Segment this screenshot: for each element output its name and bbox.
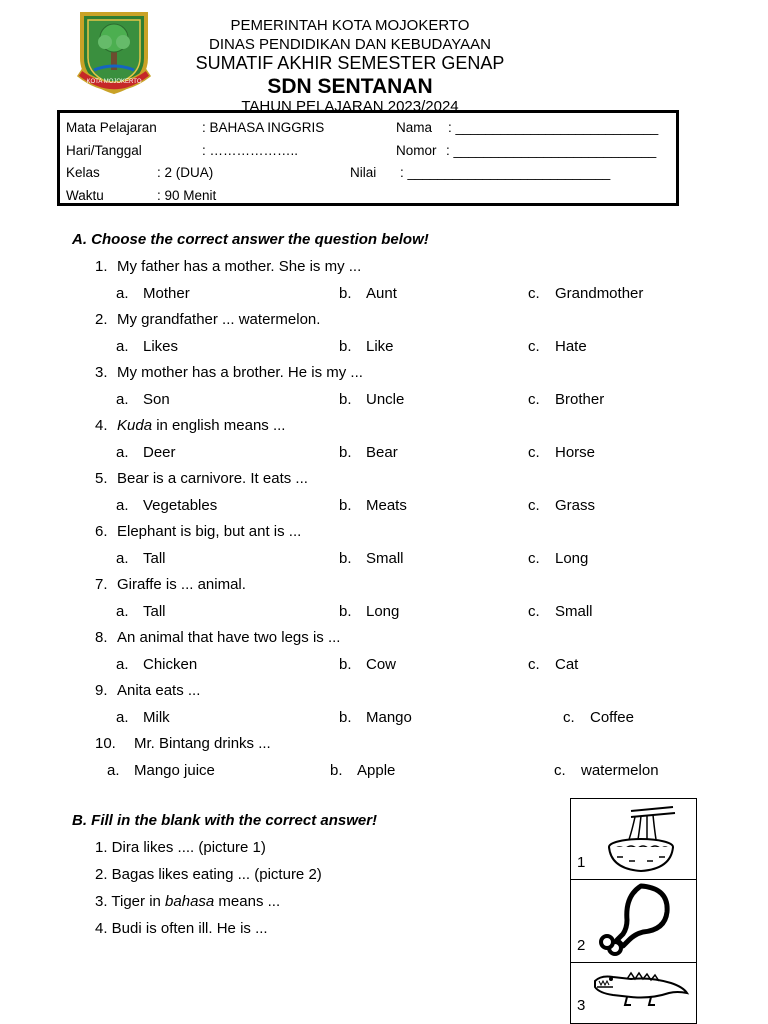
option-text: Grandmother — [555, 285, 644, 302]
option-letter: b. — [339, 550, 352, 567]
fill-item-2: 2. Bagas likes eating ... (picture 2) — [95, 866, 322, 883]
option-6-c[interactable] — [528, 550, 588, 567]
score-field[interactable]: : ___________________________ — [400, 165, 611, 180]
option-2-c[interactable] — [528, 338, 587, 355]
option-letter: a. — [107, 762, 120, 779]
option-text: Meats — [366, 497, 407, 514]
option-9-b[interactable] — [339, 709, 412, 726]
option-4-a[interactable] — [116, 444, 176, 461]
option-3-a[interactable] — [116, 391, 170, 408]
option-text: Tall — [143, 603, 166, 620]
crocodile-icon — [591, 967, 691, 1012]
question-text: Elephant is big, but ant is ... — [117, 523, 302, 540]
time-label: Waktu — [66, 188, 104, 203]
option-text: Long — [366, 603, 400, 620]
question-number: 4. — [95, 417, 108, 434]
section-b-title: B. Fill in the blank with the correct answer! — [72, 812, 378, 829]
question-number: 5. — [95, 470, 108, 487]
option-letter: c. — [528, 550, 540, 567]
question-italic-word: Kuda — [117, 417, 153, 434]
question-5 — [95, 470, 308, 487]
question-text: My grandfather ... watermelon. — [117, 311, 321, 328]
option-text: Coffee — [590, 709, 634, 726]
option-text: Son — [143, 391, 170, 408]
option-text: Uncle — [366, 391, 405, 408]
fill-text-italic: bahasa — [165, 893, 215, 910]
option-7-a[interactable] — [116, 603, 166, 620]
option-letter: c. — [528, 497, 540, 514]
question-text: An animal that have two legs is ... — [117, 629, 341, 646]
question-7 — [95, 576, 246, 593]
question-number: 1. — [95, 258, 108, 275]
svg-text:KOTA MOJOKERTO: KOTA MOJOKERTO — [86, 79, 142, 85]
name-field[interactable]: : ___________________________ — [448, 120, 659, 135]
fill-item-1: 1. Dira likes .... (picture 1) — [95, 839, 266, 856]
header-exam-title: SUMATIF AKHIR SEMESTER GENAP — [195, 53, 505, 73]
option-2-b[interactable] — [339, 338, 394, 355]
option-text: Grass — [555, 497, 596, 514]
option-letter: b. — [339, 444, 352, 461]
option-letter: b. — [339, 656, 352, 673]
option-text: Aunt — [366, 285, 397, 302]
option-text: Chicken — [143, 656, 198, 673]
option-10-c[interactable] — [554, 762, 659, 779]
option-letter: c. — [528, 656, 540, 673]
fill-item-3 — [95, 893, 280, 910]
option-text: Mango — [366, 709, 412, 726]
option-1-a[interactable] — [116, 285, 190, 302]
picture-number-3: 3 — [577, 997, 586, 1014]
question-9 — [95, 682, 200, 699]
question-text: in english means ... — [152, 417, 286, 434]
chicken-drumstick-icon — [595, 882, 675, 965]
picture-number-1: 1 — [577, 854, 586, 871]
option-1-c[interactable] — [528, 285, 643, 302]
option-5-c[interactable] — [528, 497, 595, 514]
option-text: Small — [366, 550, 404, 567]
option-letter: c. — [528, 285, 540, 302]
question-number: 7. — [95, 576, 108, 593]
option-3-b[interactable] — [339, 391, 404, 408]
option-letter: b. — [339, 338, 352, 355]
option-letter: b. — [339, 709, 352, 726]
option-5-b[interactable] — [339, 497, 407, 514]
option-letter: b. — [330, 762, 343, 779]
option-text: Long — [555, 550, 589, 567]
question-2 — [95, 311, 320, 328]
option-4-c[interactable] — [528, 444, 595, 461]
class-value: : 2 (DUA) — [157, 165, 214, 180]
day-label: Hari/Tanggal — [66, 143, 142, 158]
option-text: Cow — [366, 656, 397, 673]
header-department: DINAS PENDIDIKAN DAN KEBUDAYAAN — [208, 36, 491, 53]
option-8-a[interactable] — [116, 656, 197, 673]
option-6-b[interactable] — [339, 550, 404, 567]
option-text: Small — [555, 603, 593, 620]
option-text: Vegetables — [143, 497, 218, 514]
question-number: 6. — [95, 523, 108, 540]
picture-number-2: 2 — [577, 937, 586, 954]
name-label: Nama — [396, 120, 433, 135]
question-text: Bear is a carnivore. It eats ... — [117, 470, 308, 487]
option-text: Deer — [143, 444, 176, 461]
number-field[interactable]: : ___________________________ — [446, 143, 657, 158]
option-8-b[interactable] — [339, 656, 396, 673]
time-value: : 90 Menit — [157, 188, 217, 203]
question-text: My mother has a brother. He is my ... — [117, 364, 363, 381]
option-4-b[interactable] — [339, 444, 398, 461]
option-text: Milk — [143, 709, 170, 726]
option-letter: a. — [116, 550, 129, 567]
option-letter: b. — [339, 391, 352, 408]
option-letter: a. — [116, 497, 129, 514]
option-letter: c. — [528, 391, 540, 408]
class-label: Kelas — [66, 165, 100, 180]
subject-label: Mata Pelajaran — [66, 120, 157, 135]
section-a-title: A. Choose the correct answer the question below! — [72, 231, 429, 248]
fill-item-4: 4. Budi is often ill. He is ... — [95, 920, 268, 937]
header-school-year: TAHUN PELAJARAN 2023/2024 — [241, 98, 459, 115]
question-4 — [95, 417, 285, 434]
header-school-name: SDN SENTANAN — [267, 75, 433, 98]
question-6 — [95, 523, 301, 540]
option-letter: a. — [116, 656, 129, 673]
question-number: 8. — [95, 629, 108, 646]
score-label: Nilai — [350, 165, 377, 180]
option-text: Horse — [555, 444, 596, 461]
picture-box-2 — [570, 879, 697, 963]
number-label: Nomor — [396, 143, 437, 158]
option-letter: a. — [116, 338, 129, 355]
subject-value: : BAHASA INGGRIS — [202, 120, 325, 135]
question-text: My father has a mother. She is my ... — [117, 258, 362, 275]
picture-box-1 — [570, 798, 697, 880]
option-text: Brother — [555, 391, 605, 408]
fill-text-post: means ... — [214, 893, 281, 910]
option-letter: c. — [563, 709, 575, 726]
option-6-a[interactable] — [116, 550, 166, 567]
option-letter: a. — [116, 444, 129, 461]
picture-box-3 — [570, 962, 697, 1024]
option-text: Cat — [555, 656, 579, 673]
option-2-a[interactable] — [116, 338, 178, 355]
question-number: 9. — [95, 682, 108, 699]
fill-text-pre: 3. Tiger in — [95, 893, 166, 910]
option-10-a[interactable] — [107, 762, 215, 779]
option-letter: a. — [116, 709, 129, 726]
option-7-b[interactable] — [339, 603, 399, 620]
option-letter: c. — [528, 338, 540, 355]
option-10-b[interactable] — [330, 762, 395, 779]
option-3-c[interactable] — [528, 391, 604, 408]
question-number: 10. — [95, 735, 116, 752]
option-8-c[interactable] — [528, 656, 578, 673]
option-letter: c. — [554, 762, 566, 779]
option-5-a[interactable] — [116, 497, 217, 514]
question-text: Giraffe is ... animal. — [117, 576, 246, 593]
day-value: : ……………….. — [202, 143, 299, 158]
option-text: watermelon — [581, 762, 659, 779]
question-1 — [95, 258, 361, 275]
question-text: Anita eats ... — [117, 682, 201, 699]
option-letter: a. — [116, 285, 129, 302]
option-text: Likes — [143, 338, 179, 355]
option-text: Hate — [555, 338, 587, 355]
option-letter: c. — [528, 444, 540, 461]
option-text: Tall — [143, 550, 166, 567]
option-letter: a. — [116, 603, 129, 620]
option-letter: b. — [339, 603, 352, 620]
option-letter: a. — [116, 391, 129, 408]
option-9-a[interactable] — [116, 709, 170, 726]
option-letter: b. — [339, 285, 352, 302]
question-number: 3. — [95, 364, 108, 381]
question-3 — [95, 364, 363, 381]
option-9-c[interactable] — [563, 709, 634, 726]
option-text: Bear — [366, 444, 398, 461]
question-10 — [95, 735, 271, 752]
option-7-c[interactable] — [528, 603, 593, 620]
option-1-b[interactable] — [339, 285, 397, 302]
option-text: Like — [366, 338, 394, 355]
question-text: Mr. Bintang drinks ... — [134, 735, 271, 752]
header-government: PEMERINTAH KOTA MOJOKERTO — [230, 17, 470, 34]
noodle-bowl-icon — [601, 805, 681, 880]
option-text: Apple — [357, 762, 396, 779]
option-letter: b. — [339, 497, 352, 514]
question-8 — [95, 629, 340, 646]
option-text: Mango juice — [134, 762, 215, 779]
option-text: Mother — [143, 285, 190, 302]
question-number: 2. — [95, 311, 108, 328]
option-letter: c. — [528, 603, 540, 620]
